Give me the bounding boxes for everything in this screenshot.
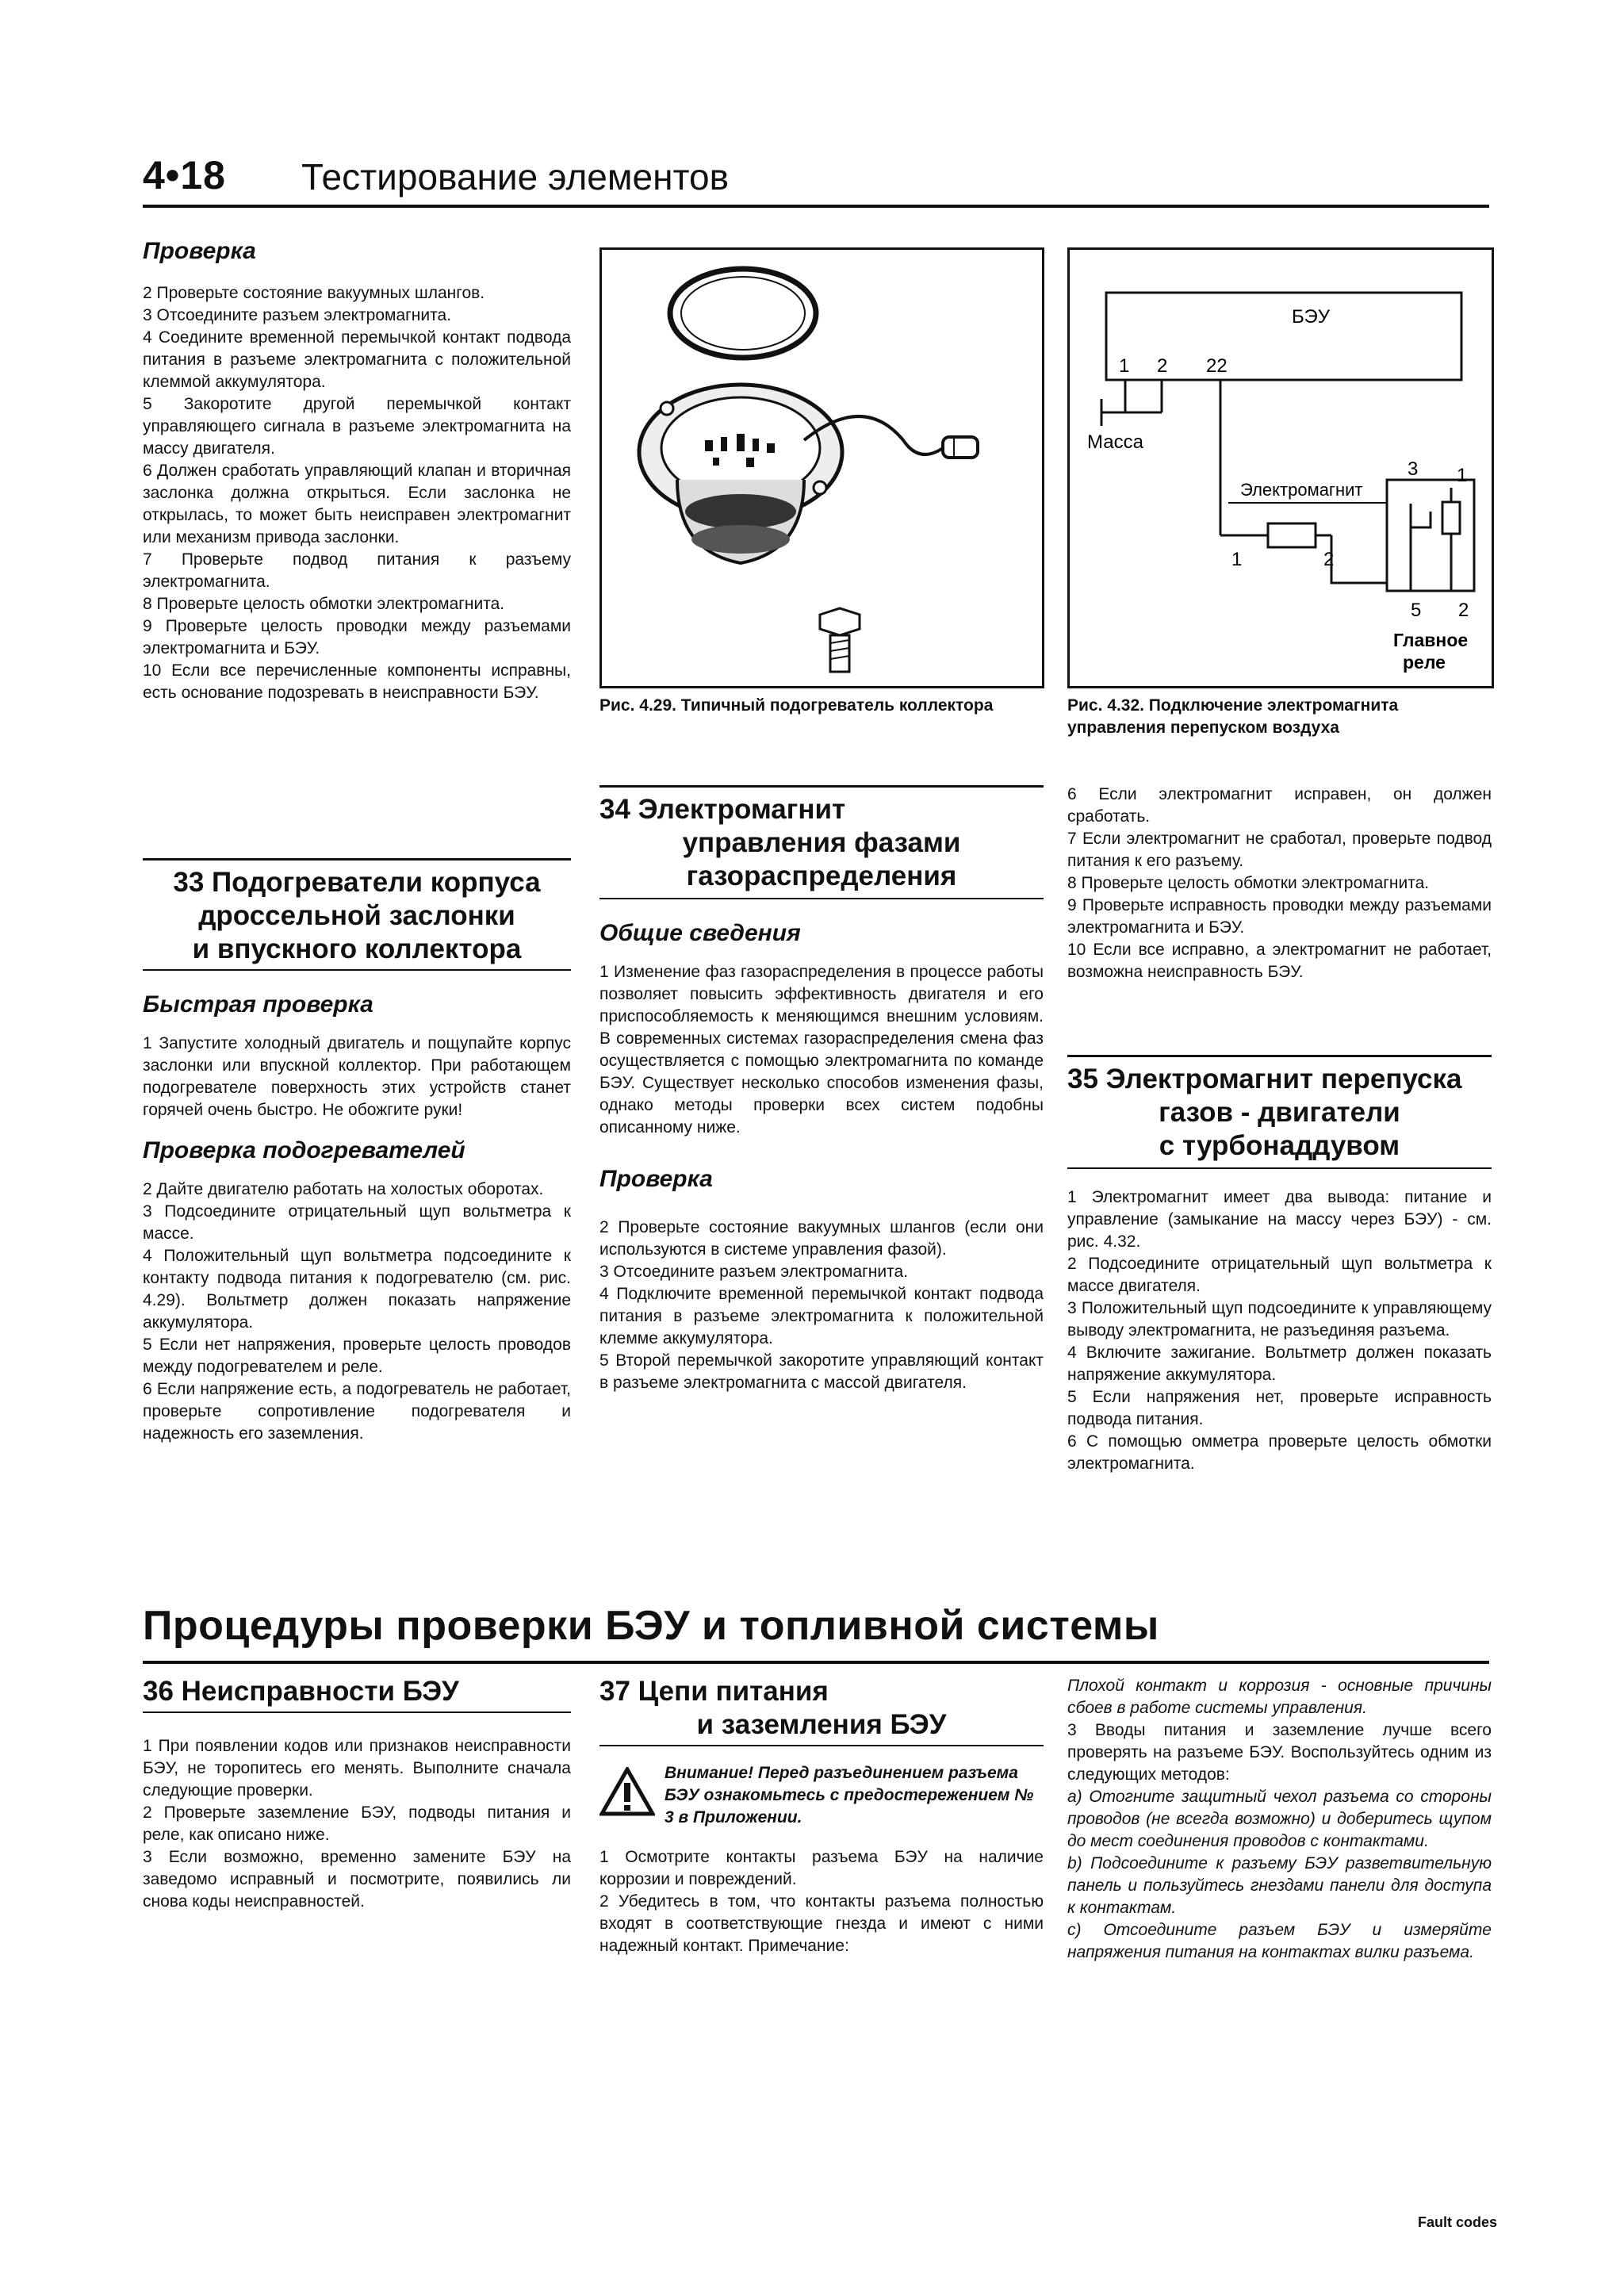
section-35-title <box>1067 1063 1492 1163</box>
paragraph: 3 Отсоедините разъем электромагнита. <box>599 1263 909 1281</box>
pin-label: 1 <box>1457 465 1468 486</box>
section-title-line: 37 Цепи питания <box>599 1676 829 1707</box>
check-heading: Проверка <box>143 238 256 264</box>
note-text: Плохой контакт и коррозия - основные причины сбоев в работе системы управления. <box>1067 1677 1492 1717</box>
section-title-line: и заземления БЭУ <box>696 1709 947 1740</box>
page-title: Тестирование элементов <box>301 156 730 197</box>
warning-block <box>599 1762 1044 1829</box>
section-divider <box>1067 1167 1492 1169</box>
section-divider <box>599 1745 1044 1746</box>
paragraph: 9 Проверьте исправность проводки между разъемами электромагнита и БЭУ. <box>1067 896 1492 937</box>
paragraph: 8 Проверьте целость обмотки электромагнита. <box>1067 874 1430 892</box>
paragraph: 2 Убедитесь в том, что контакты разъема полностью входят в соответствующие гнезда и имеют с ними надежный контакт. Примечание: <box>599 1892 1044 1955</box>
pin-label: 3 <box>1408 458 1419 480</box>
paragraph: 3 Вводы питания и заземление лучше всего проверять на разъеме БЭУ. Воспользуйтесь одним из следующих методов: <box>1067 1721 1492 1784</box>
paragraph: 6 Должен сработать управляющий клапан и вторичная заслонка должна открыться. Если заслонка не открылась, то может быть неисправен электромагнит или механизм привода заслонки. <box>143 462 571 546</box>
section-title-line: 34 Электромагнит <box>599 794 846 825</box>
paragraph: 9 Проверьте целость проводки между разъемами электромагнита и БЭУ. <box>143 617 571 657</box>
page-number: 4•18 <box>143 153 226 197</box>
list-item: а) Отогните защитный чехол разъема со стороны проводов (не всегда возможно) и доберитесь щупом до мест соединения проводов с контактами. <box>1067 1788 1492 1850</box>
check-heading: Проверка <box>599 1166 713 1192</box>
relay-label: Главное <box>1393 630 1469 650</box>
paragraph: 7 Проверьте подвод питания к разъему электромагнита. <box>143 550 571 591</box>
paragraph: 1 Электромагнит имеет два вывода: питание и управление (замыкание на массу через БЭУ) - см. рис. 4.32. <box>1067 1188 1492 1251</box>
section-title-line: газораспределения <box>686 861 957 891</box>
pin-label: 1 <box>1119 355 1130 377</box>
section-divider <box>143 1711 571 1713</box>
paragraph: 10 Если все перечисленные компоненты исправны, есть основание подозревать в неисправности БЭУ. <box>143 661 571 702</box>
mass-label: Масса <box>1087 431 1143 453</box>
section-title-line: и впускного коллектора <box>192 933 522 964</box>
section-title-line: 35 Электромагнит перепуска <box>1067 1064 1462 1094</box>
paragraph: 4 Положительный щуп вольтметра подсоедините к контакту подвода питания к подогревателю (см. рис. 4.29). Вольтметр должен показать напряжение аккумулятора. <box>143 1247 571 1332</box>
warning-text: Внимание! Перед разъединением разъема БЭУ ознакомьтесь с предостережением № 3 в Приложении. <box>665 1764 1034 1826</box>
general-info-heading: Общие сведения <box>599 920 801 946</box>
figure-4-32-caption: Рис. 4.32. Подключение электромагнита управления перепуском воздуха <box>1067 696 1399 737</box>
solenoid-label: Электромагнит <box>1240 480 1363 500</box>
header-divider <box>143 205 1489 208</box>
section-title-line: с турбонаддувом <box>1159 1130 1400 1161</box>
column-1-lower <box>143 991 571 1445</box>
chapter-section-title: Процедуры проверки БЭУ и топливной системы <box>143 1603 1159 1649</box>
paragraph: 7 Если электромагнит не сработал, проверьте подвод питания к его разъему. <box>1067 830 1492 870</box>
paragraph: 1 Осмотрите контакты разъема БЭУ на наличие коррозии и повреждений. <box>599 1848 1044 1888</box>
chapter-divider <box>143 1661 1489 1664</box>
paragraph: 1 Изменение фаз газораспределения в процессе работы позволяет повысить эффективность двигателя и его приспособляемость к меняющимся внешним условиям. В современных системах газораспределения смена фаз осуществляется с помощью электромагнита по команде БЭУ. Существует несколько способов изменения фазы, однако методы проверки всех систем подобны описанному ниже. <box>599 963 1044 1137</box>
paragraph: 5 Второй перемычкой закоротите управляющий контакт в разъеме электромагнита с массой двигателя. <box>599 1351 1044 1392</box>
paragraph: 5 Если нет напряжения, проверьте целость проводов между подогревателем и реле. <box>143 1336 571 1376</box>
list-item: c) Отсоедините разъем БЭУ и измеряйте напряжения питания на контактах вилки разъема. <box>1067 1921 1492 1961</box>
section-36 <box>143 1675 571 1913</box>
warning-icon <box>599 1767 655 1816</box>
column-1 <box>143 238 571 704</box>
paragraph: 3 Подсоедините отрицательный щуп вольтметра к массе. <box>143 1202 571 1243</box>
quick-check-heading: Быстрая проверка <box>143 991 373 1018</box>
figure-4-32 <box>1067 247 1494 688</box>
relay-label: реле <box>1403 652 1446 673</box>
paragraph: 6 С помощью омметра проверьте целость обмотки электромагнита. <box>1067 1432 1492 1473</box>
paragraph: 6 Если электромагнит исправен, он должен сработать. <box>1067 785 1492 826</box>
heaters-check-heading: Проверка подогревателей <box>143 1137 465 1163</box>
ecu-label: БЭУ <box>1292 306 1330 328</box>
paragraph: 4 Подключите временной перемычкой контакт подвода питания в разъеме электромагнита к положительной клемме аккумулятора. <box>599 1285 1044 1347</box>
section-title-line: дроссельной заслонки <box>198 900 515 931</box>
pin-label: 5 <box>1411 600 1422 621</box>
page-header <box>143 152 1491 208</box>
paragraph: 5 Закоротите другой перемычкой контакт управляющего сигнала в разъеме электромагнита на массу двигателя. <box>143 395 571 458</box>
section-title-line: газов - двигатели <box>1159 1097 1400 1128</box>
paragraph: 3 Положительный щуп подсоедините к управляющему выводу электромагнита, не разъединяя разъема. <box>1067 1299 1492 1340</box>
paragraph: 6 Если напряжение есть, а подогреватель не работает, проверьте сопротивление подогревателя и надежность его заземления. <box>143 1380 571 1443</box>
paragraph: 1 При появлении кодов или признаков неисправности БЭУ, не торопитесь его менять. Выполните сначала следующие проверки. <box>143 1737 571 1800</box>
paragraph: 1 Запустите холодный двигатель и пощупайте корпус заслонки или впускной коллектор. При работающем подогревателе поверхность этих устройств станет горячей очень быстро. Не обожгите руки! <box>143 1034 571 1119</box>
section-divider <box>143 858 571 861</box>
section-divider <box>1067 1055 1492 1057</box>
pin-label: 22 <box>1206 355 1228 377</box>
section-37 <box>599 1675 1044 1957</box>
pin-label: 1 <box>1231 549 1243 570</box>
section-title-line: 33 Подогреватели корпуса <box>173 867 541 898</box>
section-title-line: управления фазами <box>682 827 961 858</box>
heater-illustration <box>602 250 1042 686</box>
section-34-title <box>599 793 1044 893</box>
section-33-title <box>143 866 571 966</box>
paragraph: 2 Проверьте состояние вакуумных шлангов (если они используются в системе управления фазой). <box>599 1218 1044 1259</box>
pin-label: 2 <box>1323 549 1335 570</box>
paragraph: 5 Если напряжения нет, проверьте исправность подвода питания. <box>1067 1388 1492 1428</box>
section-divider <box>143 969 571 971</box>
column-3-lower <box>1067 1186 1492 1475</box>
section-36-title: 36 Неисправности БЭУ <box>143 1676 459 1707</box>
figure-4-29 <box>599 247 1044 688</box>
paragraph: 2 Дайте двигателю работать на холостых оборотах. <box>143 1180 544 1198</box>
column-2 <box>599 920 1044 1394</box>
paragraph: 2 Подсоедините отрицательный щуп вольтметра к массе двигателя. <box>1067 1255 1492 1295</box>
paragraph: 2 Проверьте заземление БЭУ, подводы питания и реле, как описано ниже. <box>143 1803 571 1844</box>
figure-4-29-caption: Рис. 4.29. Типичный подогреватель коллектора <box>599 696 994 715</box>
paragraph: 4 Включите зажигание. Вольтметр должен показать напряжение аккумулятора. <box>1067 1343 1492 1384</box>
paragraph: 10 Если все исправно, а электромагнит не работает, возможна неисправность БЭУ. <box>1067 941 1492 981</box>
list-item: b) Подсоедините к разъему БЭУ разветвительную панель и пользуйтесь гнездами панели для доступа к контактам. <box>1067 1854 1492 1917</box>
paragraph: 8 Проверьте целость обмотки электромагнита. <box>143 595 505 613</box>
paragraph: 2 Проверьте состояние вакуумных шлангов. <box>143 284 485 302</box>
section-divider <box>599 898 1044 899</box>
pin-label: 2 <box>1458 600 1469 621</box>
fault-codes-footer: Fault codes <box>1417 2214 1497 2230</box>
section-divider <box>599 785 1044 788</box>
pin-label: 2 <box>1157 355 1168 377</box>
column-3-bottom <box>1067 1675 1492 1964</box>
paragraph: 4 Соедините временной перемычкой контакт подвода питания в разъеме электромагнита с положительной клеммой аккумулятора. <box>143 328 571 391</box>
wiring-diagram <box>1070 250 1492 686</box>
column-3-upper <box>1067 784 1492 983</box>
paragraph: 3 Если возможно, временно замените БЭУ на заведомо исправный и посмотрите, появились ли снова коды неисправностей. <box>143 1848 571 1911</box>
paragraph: 3 Отсоедините разъем электромагнита. <box>143 306 452 324</box>
